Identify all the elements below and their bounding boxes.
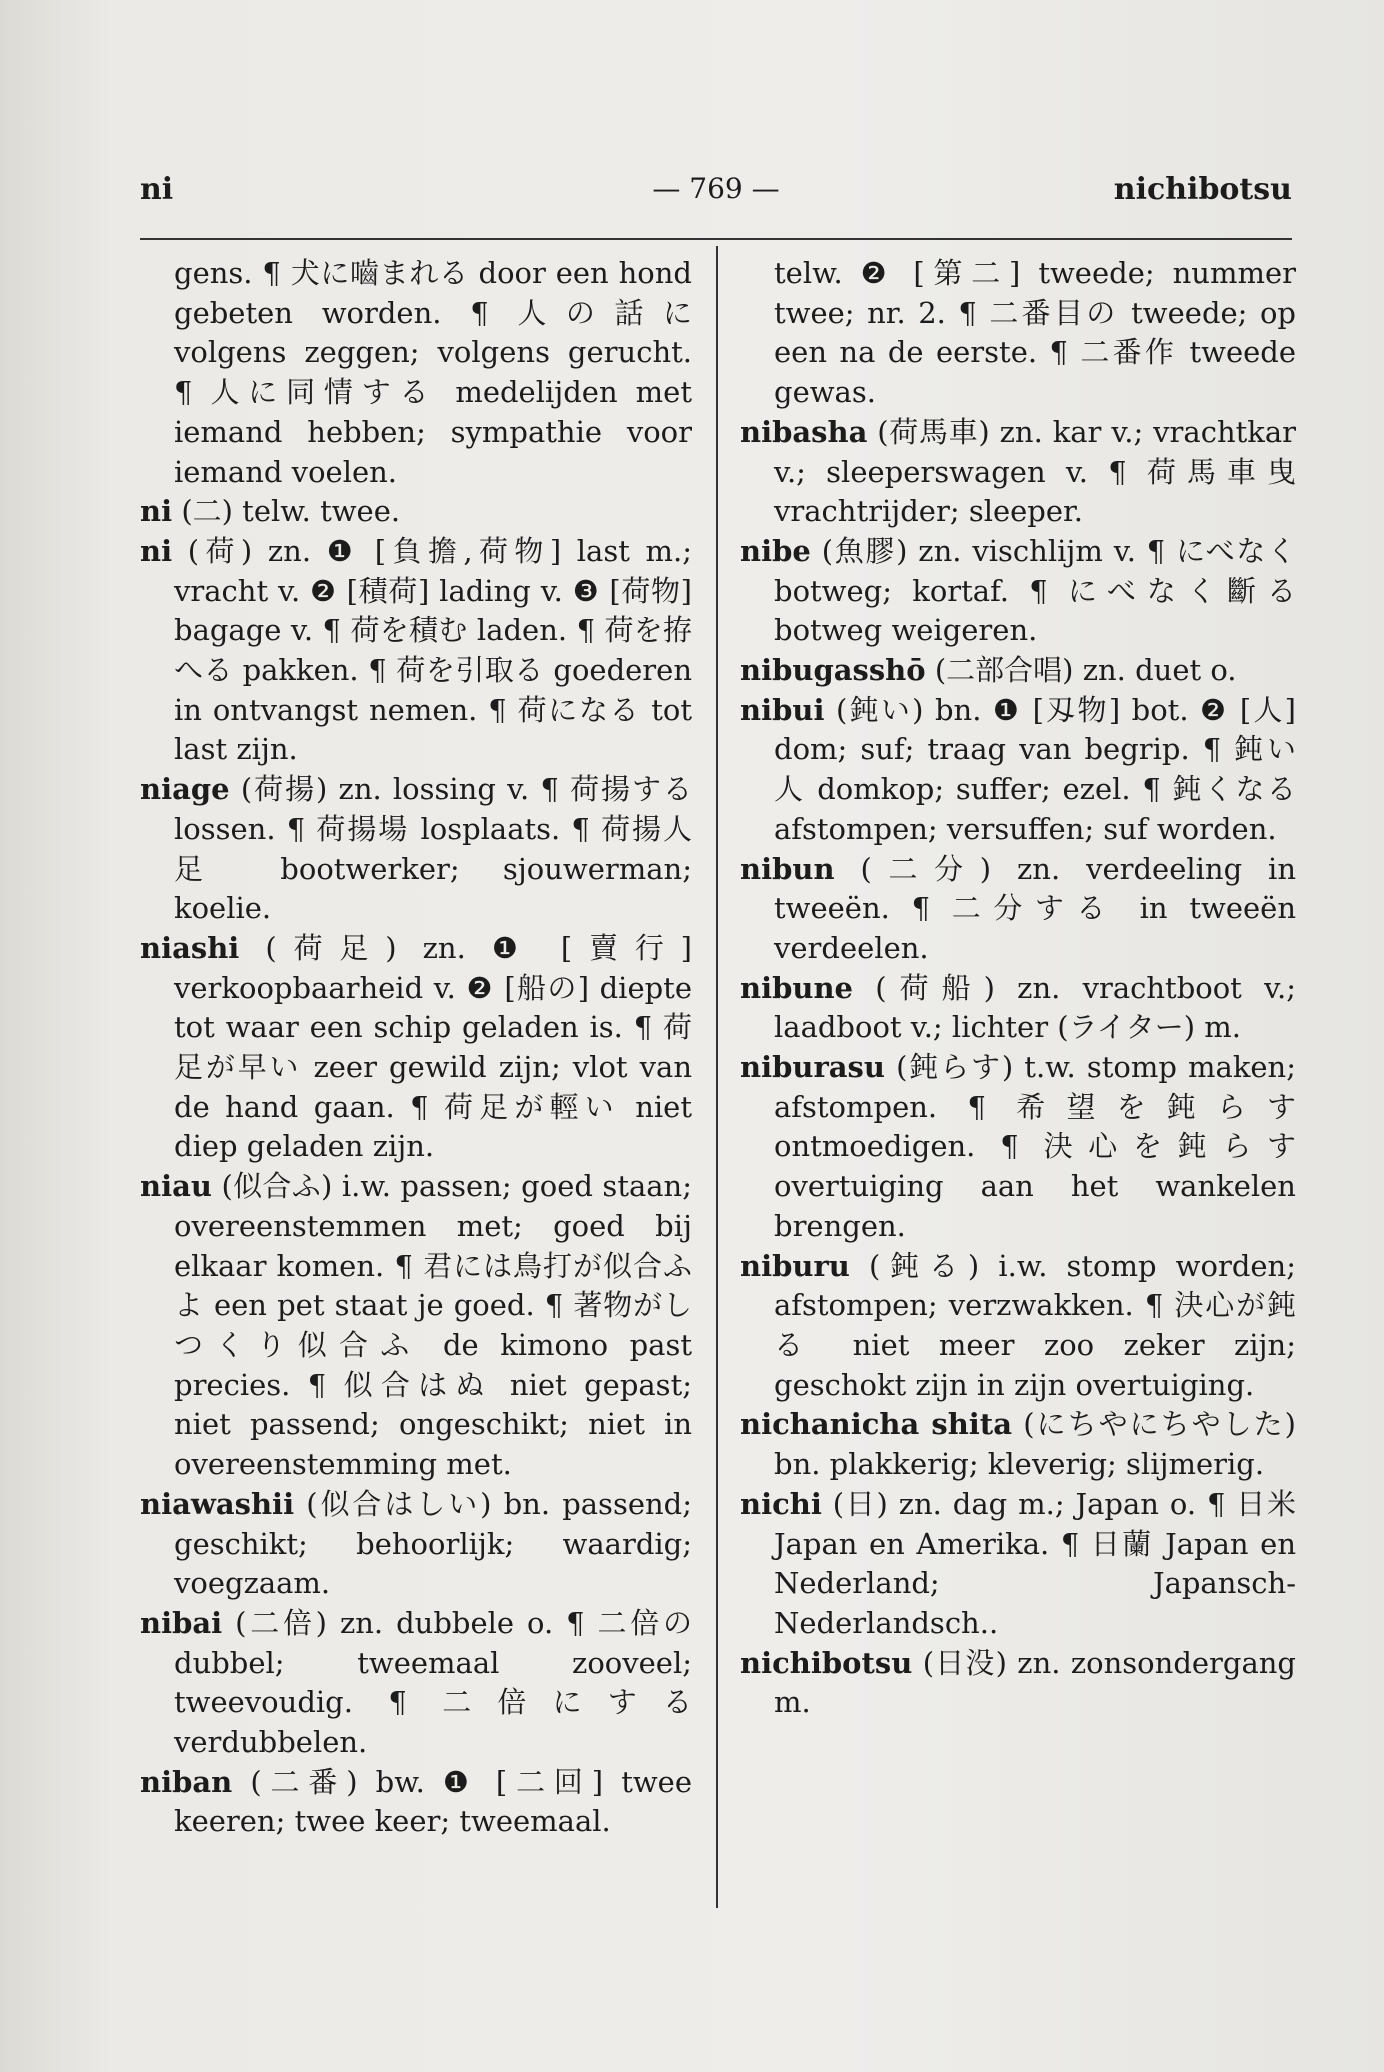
entry-text: (二分) zn. verdeeling in tweeën. ¶ 二分する in tweeën verdeelen. xyxy=(774,851,1297,965)
dictionary-entry xyxy=(140,1485,692,1604)
entry-headword: nibasha xyxy=(740,414,868,449)
dictionary-entry xyxy=(140,1167,692,1485)
entry-text: (二倍) zn. dubbele o. ¶ 二倍の dubbel; tweemaal zooveel; tweevoudig. ¶ 二倍にする verdubbelen. xyxy=(174,1605,693,1760)
entry-text: (日没) zn. zonsondergang m. xyxy=(774,1645,1296,1720)
entry-headword: nibun xyxy=(740,851,835,886)
entry-headword: ni xyxy=(140,494,173,529)
column-divider xyxy=(716,246,718,1908)
dictionary-entry xyxy=(740,413,1296,532)
entry-text: (魚膠) zn. vischlijm v. ¶ にべなく botweg; kortaf. ¶ にべなく斷る botweg weigeren. xyxy=(774,533,1297,648)
entry-headword: nichibotsu xyxy=(740,1645,913,1680)
entry-text: (似合はしい) bn. passend; geschikt; behoorlijk; waardig; voegzaam. xyxy=(174,1486,692,1601)
dictionary-entry xyxy=(740,1247,1296,1406)
header-rule xyxy=(140,238,1292,240)
entry-text: (似合ふ) i.w. passen; goed staan; overeenstemmen met; goed bij elkaar komen. ¶ 君には鳥打が似合ふよ een pet staat je goed. ¶ 著物がしつくり似合ふ de kimono past precies. ¶ 似合はぬ niet gepast; niet passend; ongeschikt; niet in overeenstemming met. xyxy=(174,1169,692,1482)
entry-headword: nibune xyxy=(740,970,853,1005)
dictionary-entry xyxy=(740,532,1296,651)
entry-text: gens. ¶ 犬に嚙まれる door een hond gebeten worden. ¶ 人の話に volgens zeggen; volgens gerucht. ¶ 人に同情する medelijden met iemand hebben; sympathie voor iemand voelen. xyxy=(174,256,692,489)
entry-text: (荷馬車) zn. kar v.; vrachtkar v.; sleeperswagen v. ¶ 荷馬車曳 vrachtrijder; sleeper. xyxy=(774,414,1297,529)
dictionary-entry xyxy=(140,532,692,770)
entry-text: (日) zn. dag m.; Japan o. ¶ 日米 Japan en Amerika. ¶ 日蘭 Japan en Nederland; Japansch-Nederlandsch.. xyxy=(774,1486,1297,1640)
entry-headword: ni xyxy=(140,533,173,568)
entry-headword: nibe xyxy=(740,533,811,568)
right-column xyxy=(740,254,1296,1723)
entry-text: (荷揚) zn. lossing v. ¶ 荷揚する lossen. ¶ 荷揚場 losplaats. ¶ 荷揚人足 bootwerker; sjouwerman; koelie. xyxy=(174,772,692,926)
entry-text: (鈍らす) t.w. stomp maken; afstompen. ¶ 希望を鈍らす ontmoedigen. ¶ 決心を鈍らす overtuiging aan het wankelen brengen. xyxy=(774,1050,1296,1243)
dictionary-entry xyxy=(740,1485,1296,1644)
left-column xyxy=(140,254,692,1842)
page-header xyxy=(140,172,1292,224)
dictionary-entry xyxy=(740,254,1296,413)
page-number: — 769 — xyxy=(652,172,780,205)
dictionary-entry xyxy=(140,254,692,492)
dictionary-entry xyxy=(740,969,1296,1048)
entry-text: (二番) bw. ❶ [二回] twee keeren; twee keer; tweemaal. xyxy=(174,1764,693,1839)
entry-text: (荷) zn. ❶ [負擔,荷物] last m.; vracht v. ❷ [積荷] lading v. ❸ [荷物] bagage v. ¶ 荷を積む laden. ¶ 荷を拵へる pakken. ¶ 荷を引取る goederen in ontvangst nemen. ¶ 荷になる tot last zijn. xyxy=(174,533,693,767)
dictionary-entry xyxy=(740,1405,1296,1484)
entry-text: (荷足) zn. ❶ [賣行] verkoopbaarheid v. ❷ [船の] diepte tot waar een schip geladen is. ¶ 荷足が早い zeer gewild zijn; vlot van de hand gaan. ¶ 荷足が輕い niet diep geladen zijn. xyxy=(174,930,692,1164)
entry-text: (にちやにちやした) bn. plakkerig; kleverig; slijmerig. xyxy=(774,1407,1296,1482)
dictionary-entry xyxy=(740,691,1296,850)
entry-headword: nichi xyxy=(740,1486,822,1521)
entry-headword: nichanicha shita xyxy=(740,1407,1012,1442)
left-guide-word: ni xyxy=(140,172,174,207)
entry-text: (二) telw. twee. xyxy=(181,494,401,529)
dictionary-entry xyxy=(740,1048,1296,1247)
entry-text: (荷船) zn. vrachtboot v.; laadboot v.; lichter (ライター) m. xyxy=(774,970,1297,1045)
dictionary-entry xyxy=(740,1644,1296,1723)
entry-text: (鈍い) bn. ❶ [刄物] bot. ❷ [人] dom; suf; traag van begrip. ¶ 鈍い人 domkop; suffer; ezel. ¶ 鈍くなる afstompen; versuffen; suf worden. xyxy=(774,692,1296,846)
entry-text: telw. ❷ [第二] tweede; nummer twee; nr. 2. ¶ 二番目の tweede; op een na de eerste. ¶ 二番作 tweede gewas. xyxy=(774,256,1296,410)
dictionary-entry xyxy=(140,492,692,532)
right-guide-word: nichibotsu xyxy=(1113,172,1292,207)
entry-headword: niburu xyxy=(740,1248,850,1283)
entry-headword: nibugasshō xyxy=(740,653,926,688)
entry-headword: niburasu xyxy=(740,1050,885,1085)
entry-text: (鈍る) i.w. stomp worden; afstompen; verzwakken. ¶ 決心が鈍る niet meer zoo zeker zijn; geschokt zijn in zijn overtuiging. xyxy=(774,1248,1296,1402)
dictionary-entry xyxy=(140,929,692,1167)
entry-headword: niage xyxy=(140,772,230,807)
entry-headword: niban xyxy=(140,1764,233,1799)
entry-headword: nibai xyxy=(140,1605,223,1640)
dictionary-entry xyxy=(140,770,692,929)
entry-headword: nibui xyxy=(740,692,825,727)
entry-headword: niashi xyxy=(140,930,240,965)
dictionary-entry xyxy=(740,850,1296,969)
dictionary-entry xyxy=(740,651,1296,691)
dictionary-entry xyxy=(140,1604,692,1763)
entry-headword: niau xyxy=(140,1169,212,1204)
entry-headword: niawashii xyxy=(140,1486,295,1521)
dictionary-entry xyxy=(140,1763,692,1842)
entry-text: (二部合唱) zn. duet o. xyxy=(934,653,1237,688)
